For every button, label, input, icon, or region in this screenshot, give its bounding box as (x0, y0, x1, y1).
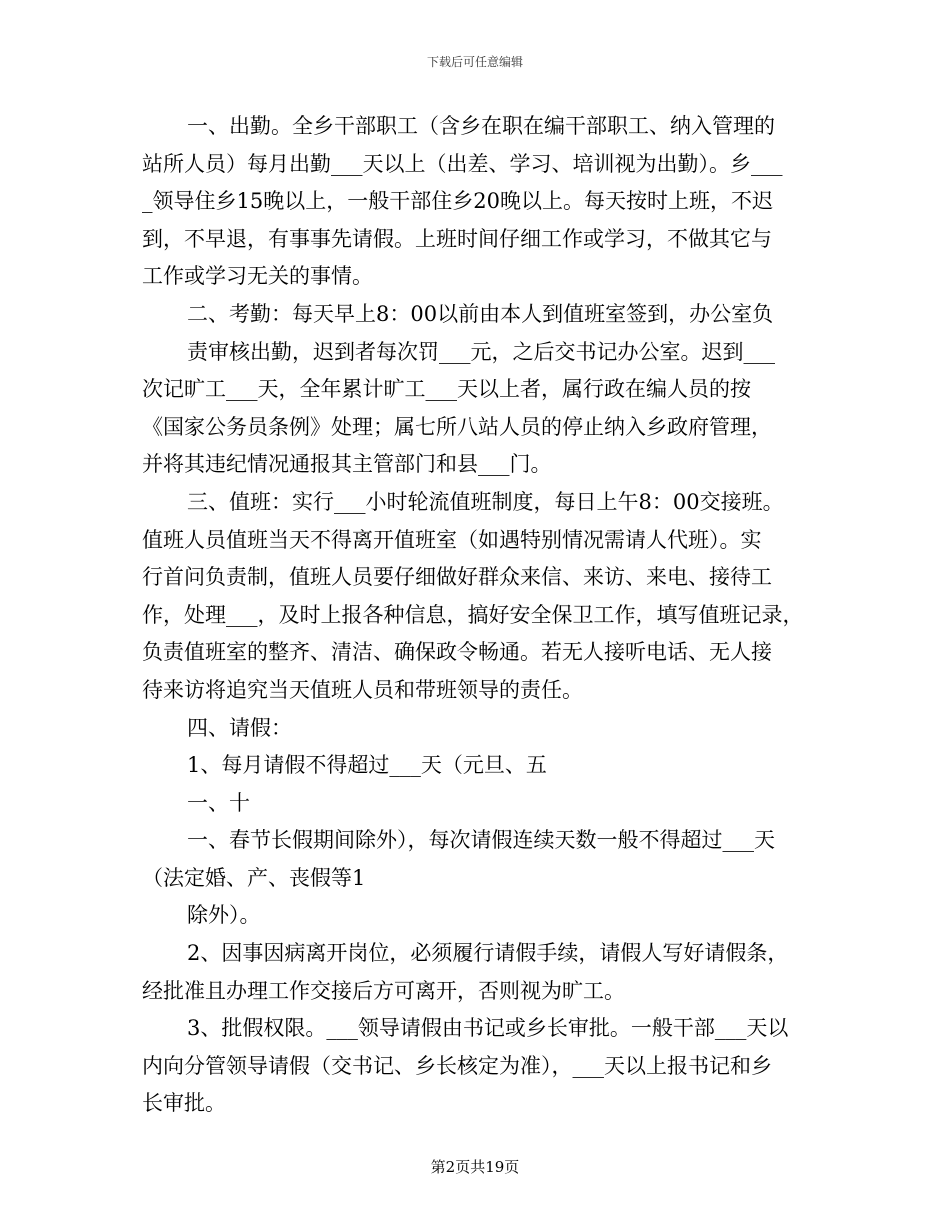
text-line: 次记旷工___天，全年累计旷工___天以上者，属行政在编人员的按 (142, 377, 751, 402)
text-line: 三、值班：实行___小时轮流值班制度，每日上午8：00交接班。 (187, 489, 784, 514)
text-line: 到，不早退，有事事先请假。上班时间仔细工作或学习，不做其它与 (142, 226, 772, 251)
text-line: （法定婚、产、丧假等1 (142, 865, 366, 890)
text-line: 行首问负责制，值班人员要仔细做好群众来信、来访、来电、接待工 (142, 565, 772, 590)
text-line: 一、春节长假期间除外），每次请假连续天数一般不得超过___天 (187, 828, 775, 853)
text-line: 待来访将追究当天值班人员和带班领导的责任。 (142, 677, 583, 702)
text-line: 责审核出勤，迟到者每次罚___元，之后交书记办公室。迟到___ (187, 339, 775, 364)
text-line: 1、每月请假不得超过___天（元旦、五 (187, 753, 547, 778)
text-line: 2、因事因病离开岗位，必须履行请假手续，请假人写好请假条， (187, 941, 789, 966)
text-line: 站所人员）每月出勤___天以上（出差、学习、培训视为出勤）。乡___ (142, 151, 783, 176)
text-line: 负责值班室的整齐、清洁、确保政令畅通。若无人接听电话、无人接 (142, 640, 772, 665)
text-line: 3、批假权限。___领导请假由书记或乡长审批。一般干部___天以 (187, 1016, 789, 1041)
text-line: 工作或学习无关的事情。 (142, 264, 373, 289)
document-body (142, 108, 822, 1123)
text-line: 二、考勤：每天早上8：00以前由本人到值班室签到，办公室负 (187, 301, 774, 326)
text-line: 除外）。 (187, 903, 261, 928)
page-header: 下载后可任意编辑 (426, 55, 523, 69)
text-line: 一、出勤。全乡干部职工（含乡在职在编干部职工、纳入管理的 (187, 114, 775, 138)
text-line: 作，处理___，及时上报各种信息，搞好安全保卫工作，填写值班记录， (142, 602, 804, 627)
text-line: 《国家公务员条例》处理；属七所八站人员的停止纳入乡政府管理， (142, 414, 772, 439)
text-line: 值班人员值班当天不得离开值班室（如遇特别情况需请人代班）。实 (142, 527, 762, 552)
text-line: 内向分管领导请假（交书记、乡长核定为准），___天以上报书记和乡 (142, 1053, 772, 1078)
text-line: 经批准且办理工作交接后方可离开，否则视为旷工。 (142, 978, 625, 1003)
page-footer: 第2页共19页 (430, 1158, 520, 1176)
text-line: 一、十 (187, 790, 250, 815)
text-line: 四、请假： (187, 715, 292, 740)
text-line: _领导住乡15晚以上，一般干部住乡20晚以上。每天按时上班，不迟 (142, 189, 773, 214)
text-line: 并将其违纪情况通报其主管部门和县___门。 (142, 452, 552, 477)
text-line: 长审批。 (142, 1091, 226, 1116)
